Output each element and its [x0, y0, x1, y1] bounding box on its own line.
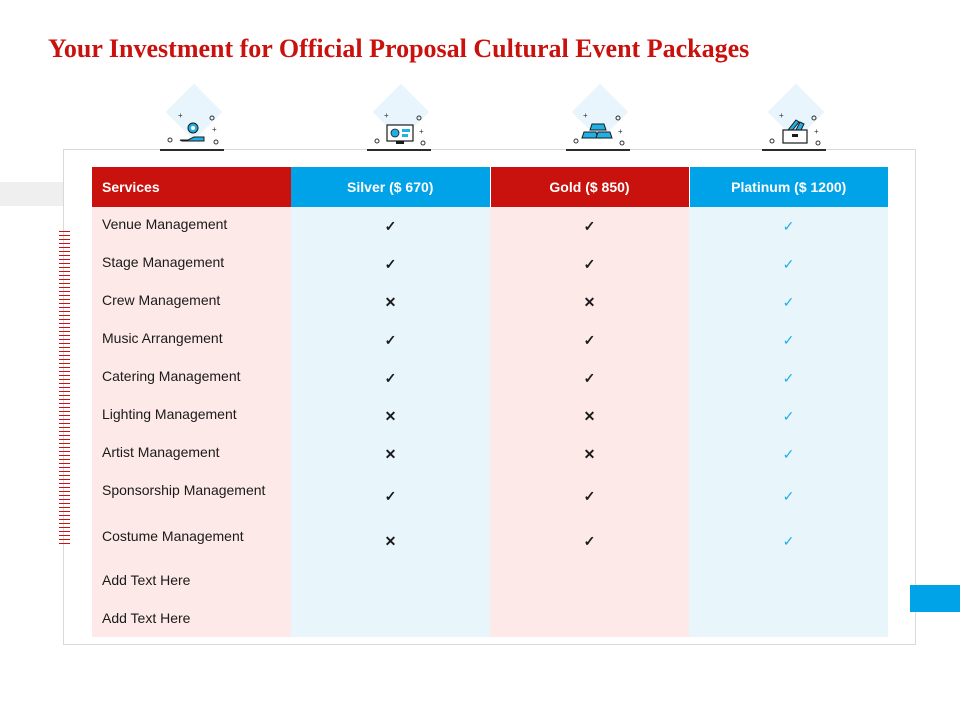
gold-cell — [490, 245, 689, 283]
platinum-cell — [689, 563, 888, 601]
silver-cell — [291, 435, 490, 473]
header-silver: Silver ($ 670) — [291, 167, 490, 207]
check-icon: ✓ — [782, 255, 795, 272]
check-icon: ✓ — [384, 331, 397, 348]
gold-cell — [490, 519, 689, 563]
service-name: Venue Management — [92, 207, 291, 245]
table-row — [92, 473, 888, 519]
decorative-ruler — [59, 231, 70, 547]
cross-icon: ✕ — [384, 293, 397, 310]
cross-icon: ✕ — [384, 445, 397, 462]
monitor-dashboard-icon — [367, 88, 431, 152]
svg-text:+: + — [419, 127, 424, 136]
platinum-cell — [689, 435, 888, 473]
gold-cell — [490, 283, 689, 321]
silver-cell — [291, 473, 490, 519]
service-name: Catering Management — [92, 359, 291, 397]
check-icon: ✓ — [384, 369, 397, 386]
check-icon: ✓ — [583, 487, 596, 504]
header-services: Services — [92, 167, 291, 207]
svg-text:+: + — [384, 111, 389, 120]
check-icon: ✓ — [384, 217, 397, 234]
platinum-cell — [689, 397, 888, 435]
silver-cell — [291, 283, 490, 321]
table-row — [92, 283, 888, 321]
table-row — [92, 359, 888, 397]
table-body — [92, 207, 888, 637]
service-name: Lighting Management — [92, 397, 291, 435]
service-name: Artist Management — [92, 435, 291, 473]
check-icon: ✓ — [782, 293, 795, 310]
check-icon: ✓ — [782, 445, 795, 462]
platinum-cell — [689, 601, 888, 637]
service-name: Costume Management — [92, 519, 291, 563]
svg-text:+: + — [618, 127, 623, 136]
gold-cell — [490, 397, 689, 435]
check-icon: ✓ — [782, 407, 795, 424]
svg-text:+: + — [178, 111, 183, 120]
platinum-cell — [689, 321, 888, 359]
service-name: Stage Management — [92, 245, 291, 283]
gold-cell — [490, 321, 689, 359]
svg-text:+: + — [212, 125, 217, 134]
service-name: Add Text Here — [92, 563, 291, 601]
check-icon: ✓ — [583, 532, 596, 549]
check-icon: ✓ — [782, 369, 795, 386]
cross-icon: ✕ — [384, 407, 397, 424]
table-row — [92, 601, 888, 637]
platinum-cell — [689, 473, 888, 519]
platinum-cell — [689, 207, 888, 245]
check-icon: ✓ — [384, 487, 397, 504]
table-row — [92, 207, 888, 245]
gold-cell — [490, 563, 689, 601]
check-icon: ✓ — [583, 255, 596, 272]
check-icon: ✓ — [782, 217, 795, 234]
toolbox-icon — [762, 88, 826, 152]
check-icon: ✓ — [782, 532, 795, 549]
page-title: Your Investment for Official Proposal Cultural Event Packages — [48, 34, 750, 63]
table-row — [92, 245, 888, 283]
service-name: Sponsorship Management — [92, 473, 291, 519]
table-header-row — [92, 167, 888, 207]
gold-cell — [490, 359, 689, 397]
silver-cell — [291, 519, 490, 563]
platinum-cell — [689, 519, 888, 563]
cross-icon: ✕ — [583, 407, 596, 424]
gold-cell — [490, 435, 689, 473]
check-icon: ✓ — [583, 217, 596, 234]
cross-icon: ✕ — [583, 293, 596, 310]
table-row — [92, 321, 888, 359]
service-name: Music Arrangement — [92, 321, 291, 359]
packages-table — [92, 167, 888, 637]
platinum-cell — [689, 359, 888, 397]
service-name: Crew Management — [92, 283, 291, 321]
gold-cell — [490, 601, 689, 637]
silver-cell — [291, 359, 490, 397]
check-icon: ✓ — [583, 369, 596, 386]
svg-text:+: + — [583, 111, 588, 120]
header-gold: Gold ($ 850) — [490, 167, 689, 207]
cross-icon: ✕ — [583, 445, 596, 462]
svg-text:+: + — [814, 127, 819, 136]
check-icon: ✓ — [384, 255, 397, 272]
service-name: Add Text Here — [92, 601, 291, 637]
check-icon: ✓ — [782, 331, 795, 348]
gold-cell — [490, 207, 689, 245]
table-row — [92, 519, 888, 563]
silver-cell — [291, 245, 490, 283]
check-icon: ✓ — [583, 331, 596, 348]
svg-text:+: + — [779, 111, 784, 120]
gold-bars-icon — [566, 88, 630, 152]
header-platinum: Platinum ($ 1200) — [689, 167, 888, 207]
check-icon: ✓ — [782, 487, 795, 504]
table-row — [92, 397, 888, 435]
gear-hand-icon — [160, 88, 224, 152]
right-accent-block — [910, 585, 960, 612]
silver-cell — [291, 563, 490, 601]
silver-cell — [291, 601, 490, 637]
silver-cell — [291, 397, 490, 435]
platinum-cell — [689, 283, 888, 321]
platinum-cell — [689, 245, 888, 283]
cross-icon: ✕ — [384, 532, 397, 549]
silver-cell — [291, 321, 490, 359]
gold-cell — [490, 473, 689, 519]
table-row — [92, 435, 888, 473]
table-row — [92, 563, 888, 601]
silver-cell — [291, 207, 490, 245]
